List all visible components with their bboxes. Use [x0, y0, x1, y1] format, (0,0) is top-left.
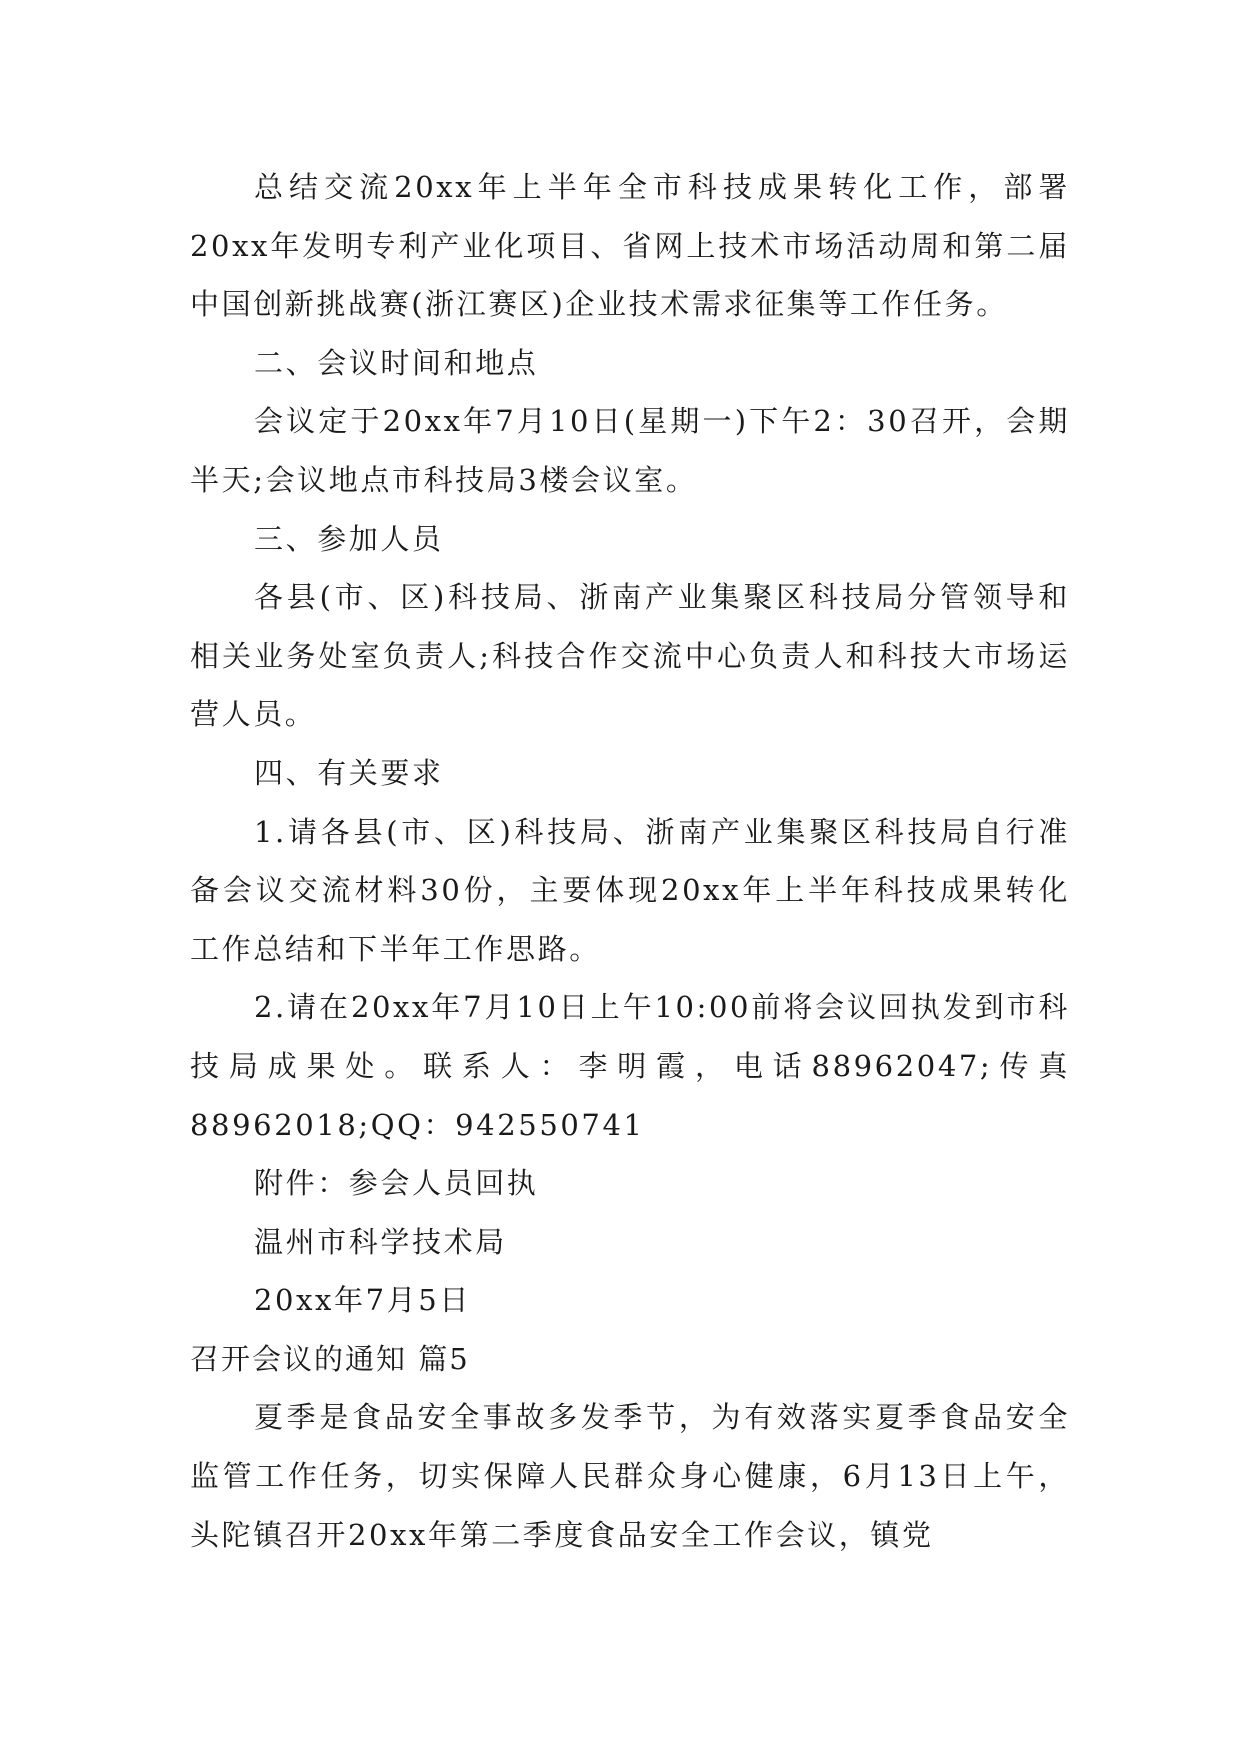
next-notice-title: 召开会议的通知 篇5: [190, 1341, 470, 1376]
requirement-2: 2.请在20xx年7月10日上午10:00前将会议回执发到市科技局成果处。联系人：李明霞，电话88962047;传真88962018;QQ：942550741: [190, 990, 1070, 1142]
section-4-heading: 四、有关要求: [254, 755, 444, 790]
section-3-heading: 三、参加人员: [254, 521, 444, 556]
intro-paragraph: 总结交流20xx年上半年全市科技成果转化工作，部署20xx年发明专利产业化项目、省网上技术市场活动周和第二届中国创新挑战赛(浙江赛区)企业技术需求征集等工作任务。: [190, 170, 1070, 322]
signature-organization: 温州市科学技术局: [254, 1224, 507, 1259]
requirement-1: 1.请各县(市、区)科技局、浙南产业集聚区科技局自行准备会议交流材料30份，主要体现20xx年上半年科技成果转化工作总结和下半年工作思路。: [190, 814, 1070, 966]
next-notice-body: 夏季是食品安全事故多发季节，为有效落实夏季食品安全监管工作任务，切实保障人民群众身心健康，6月13日上午，头陀镇召开20xx年第二季度食品安全工作会议，镇党: [190, 1400, 1070, 1552]
signature-date: 20xx年7月5日: [254, 1283, 471, 1318]
document-body: [190, 158, 1070, 1564]
section-2-body: 会议定于20xx年7月10日(星期一)下午2：30召开，会期半天;会议地点市科技局3楼会议室。: [190, 404, 1070, 497]
section-2-heading: 二、会议时间和地点: [254, 345, 539, 380]
section-3-body: 各县(市、区)科技局、浙南产业集聚区科技局分管领导和相关业务处室负责人;科技合作交流中心负责人和科技大市场运营人员。: [190, 580, 1070, 732]
attachment-line: 附件：参会人员回执: [254, 1166, 539, 1201]
